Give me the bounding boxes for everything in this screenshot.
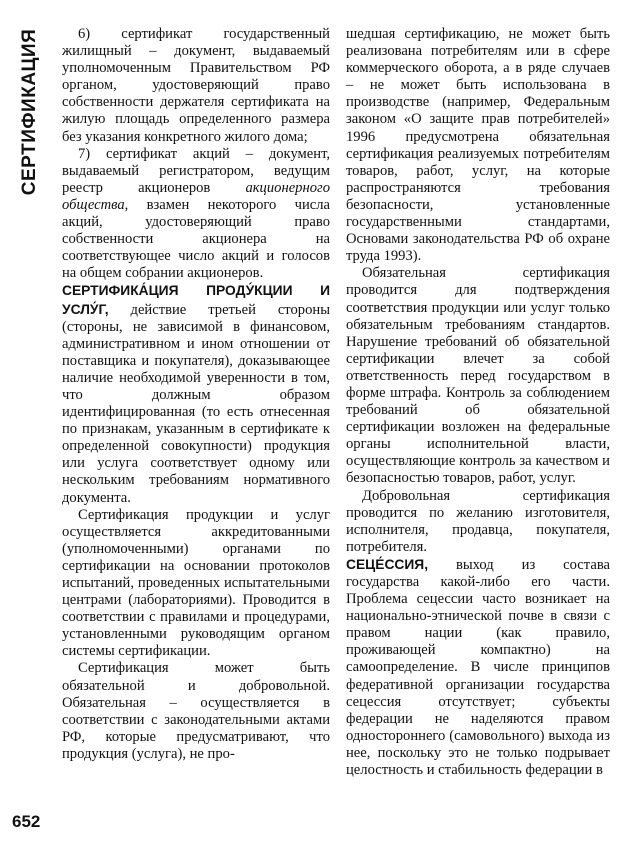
dictionary-entry — [62, 282, 330, 506]
paragraph-text: 7) сертификат акций – документ, выдаваемый регистратором, ведущим реестр акционеров — [62, 145, 330, 196]
paragraph: Сертификация может быть обязательной и добровольной. Обязательная – осуществляется в соответствии с законодательными актами РФ, которые предусматривают, что продукция (услуга), не про- — [62, 660, 330, 762]
paragraph — [62, 146, 330, 283]
paragraph: Обязательная сертификация проводится для подтверждения соответствия продукции или услуг только обязательным требованиям стандартов. Нарушение требований об обязательной сертификации влечет за собой ответственность перед государством в форме штрафа. Контроль за соблюдением требований об обязательной сертификации возложен на федеральные органы исполнительной власти, осуществляющие контроль за качеством и безопасностью товаров, работ, услуг. — [346, 265, 610, 487]
paragraph: шедшая сертификацию, не может быть реализована потребителям или в сфере коммерческого оборота, а в ряде случаев – не может быть использована в производстве (например, Федеральным законом «О защите прав потребителей» 1996 предусмотрена обязательная сертификация реализуемых потребителям товаров, работ, услуг, на которые распространяются требования безопасности, установленные государственными стандартами, Основами законодательства РФ об охране труда 1993). — [346, 26, 610, 265]
paragraph: 6) сертификат государственный жилищный – документ, выдаваемый уполномоченным Правительством РФ органом, удостоверяющий право собственности держателя сертификата на жилую площадь определенного размера без указания конкретного жилого дома; — [62, 26, 330, 145]
entry-headword: СЕЦЕ́ССИЯ, — [346, 556, 429, 572]
entry-definition: действие третьей стороны (стороны, не зависимой в финансовом, административном и ином отношении от поставщика и покупателя), доказывающее наличие необходимой уверенности в том, что должным образом идентифицированная (то есть отнесенная по признакам, указанным в сертификате к определенной совокупности) продукция или услуга соответствует одному или нескольким требованиям нормативного документа. — [62, 301, 330, 506]
entry-headword: СЕРТИФИКА́ЦИЯ ПРОДУ́КЦИИ И УСЛУ́Г, — [62, 283, 330, 317]
running-head-text: СЕРТИФИКАЦИЯ — [19, 28, 40, 196]
left-column — [62, 26, 330, 763]
entry-definition: выход из состава государства какой-либо его части. Проблема сецессии часто возникает на национально-этнической почве в связи с правом нации (как правило, проживающей компактно) на самоопределение. В числе принципов федеративной организации государства сецессия отсутствует; субъекты федерации не наделяются правом одностороннего (самовольного) выхода из нее, поскольку это не только подрывает целостность и стабильность федерации в — [346, 556, 610, 779]
dictionary-entry — [346, 556, 610, 779]
paragraph: Добровольная сертификация проводится по желанию изготовителя, исполнителя, продавца, покупателя, потребителя. — [346, 487, 610, 555]
page-number: 652 — [12, 812, 41, 831]
running-head — [10, 22, 50, 202]
italic-term: акционерного общества — [62, 179, 330, 213]
right-column — [346, 26, 610, 779]
paragraph: Сертификация продукции и услуг осуществляется аккредитованными (уполномоченными) органами по сертификации на основании протоколов испытаний, проведенных испытательными центрами (лабораториями). Проводится в соответствии с правилами и процедурами, установленными руководящим органом системы сертификации. — [62, 506, 330, 660]
paragraph-text: , взамен некоторого числа акций, удостоверяющий право собственности акционера на соответствующее число акций и голосов на общем собрании акционеров. — [62, 196, 330, 282]
